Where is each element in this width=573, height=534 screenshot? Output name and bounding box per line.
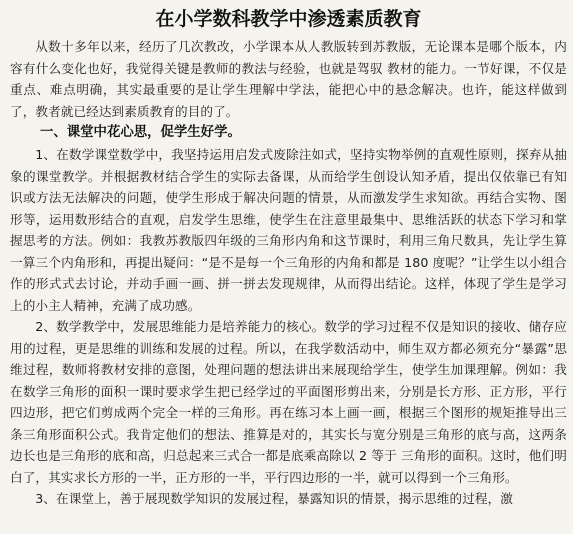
section-heading: 一、课堂中花心思，促学生好学。 — [40, 125, 241, 140]
intro-paragraph: 从数十多年以来，经历了几次教改，小学课本从人教版转到苏教版，无论课本是哪个版本，内容有什么变化也好，我觉得关键是教师的教法与经验，也就是驾驭 教材的能力。一节好课，不仅是重点、难点明确，其实最重要的是让学生理解中学法，能把心中的悬念解决。也许，能这样做到了，教者就已经达到素质教育的目的了。 — [10, 39, 567, 119]
page-title: 在小学数科教学中渗透素质教育 — [155, 8, 422, 30]
paragraph-2: 2、数学教学中，发展思维能力是培养能力的核心。数学的学习过程不仅是知识的接收、储存应用的过程，更是思维的训练和发展的过程。所以，在我学数活动中，师生双方都必须充分“暴露”思维过程，数师将教材安排的意图，处理问题的想法讲出来展现给学生，使学生加课理解。例如：我在数学三角形的面积一课时要求学生把已经学过的平面图形剪出来，分别是长方形、正方形，平行四边形，把它们剪成两个完全一样的三角形。再在练习本上画一画，根据三个图形的规矩推导出三条三角形面积公式。我肯定他们的想法、推算是对的，其实长与宽分别是三角形的底与高，这两条边长也是三角形的底和高，归总起来三式合一都是底乘高除以 2 等于 三角形的面积。这时，他们明白了，其实求长方形的一半，正方形的一半，平行四边形的一半，就可以得到一个三角形。 — [10, 319, 567, 485]
paragraph-3: 3、在课堂上，善于展现数学知识的发展过程，暴露知识的情景，揭示思维的过程，激 — [35, 491, 513, 506]
paragraph-1: 1、在数学课堂数学中，我坚持运用启发式废除注如式，坚持实物举例的直观性原则，探弃从抽象的课堂教学。并根据教材结合学生的实际去备课，从而给学生创设认知矛盾，提出仅依靠已有知识或方法无法解决的问题，使学生形成于解决问题的情景，从而激发学生求知欲。再结合实物、图形等，运用数形结合的直观，启发学生思维，使学生在注意里最集中、思维活跃的状态下学习和掌握思考的方法。例如：我教苏教版四年级的三角形内角和这节课时，利用三角尺数具，先让学生算一算三个内角形和，再提出疑问：“是不是每一个三角形的内角和都是 180 度呢？”让学生以小组合作的形式式去讨论，并动手画一画、拼一拼去发现规律，从而得出结论。这样，体现了学生是学习上的小主人精神，充满了成功感。 — [10, 147, 567, 313]
